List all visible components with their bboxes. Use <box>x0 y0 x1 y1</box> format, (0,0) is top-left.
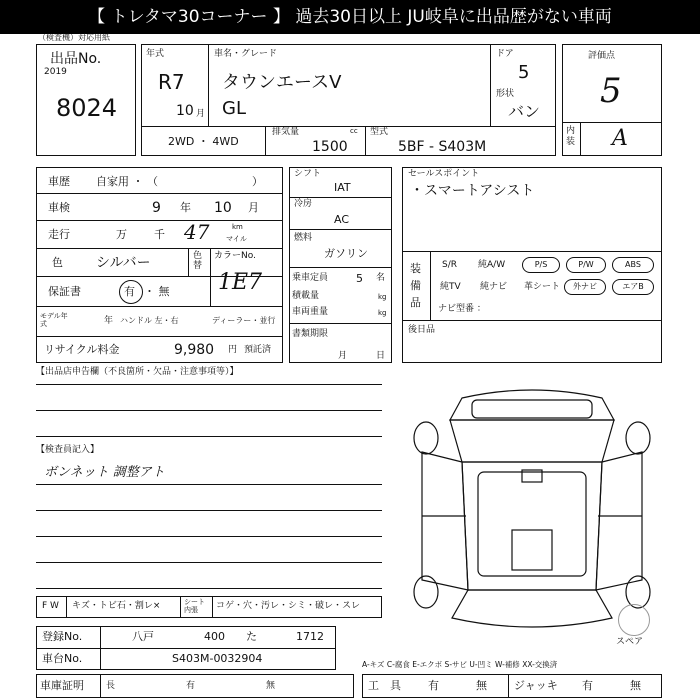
year-label: 年式 <box>146 49 165 59</box>
mileage-label: 走行 <box>48 228 70 241</box>
spare-tire-circle <box>618 604 650 636</box>
ac-label: 冷房 <box>294 199 313 209</box>
equip-abs: ABS <box>625 260 641 269</box>
color-no-hand: 1E7 <box>218 270 263 295</box>
tools-row <box>362 674 662 698</box>
load-unit: kg <box>378 293 387 301</box>
dealer-text: ディーラー・並行 <box>212 316 276 325</box>
equip-sr: S/R <box>442 260 457 270</box>
inspector-label: 【検査員記入】 <box>36 445 100 455</box>
handle-text: ハンドル 左・右 <box>120 316 179 325</box>
jack-label: ジャッキ <box>514 679 558 692</box>
spare-label: スペア <box>616 637 644 647</box>
inspection-month-unit: 月 <box>248 201 259 214</box>
warranty-yes: 有 <box>124 285 135 298</box>
model-code-label: 型式 <box>370 127 389 137</box>
history-label: 車歴 <box>48 175 70 188</box>
score-value: 5 <box>600 71 622 111</box>
fuel-value: ガソリン <box>324 247 368 260</box>
chassis-label: 車台No. <box>42 652 83 665</box>
after-label: 後日品 <box>408 325 436 335</box>
door-value: 5 <box>518 62 530 83</box>
fw-text: キズ・トビ石・割レ× <box>72 601 161 611</box>
interior-value: A <box>612 126 628 151</box>
recycle-label: リサイクル料金 <box>44 343 120 356</box>
cert-label: 車庫証明 <box>40 679 84 692</box>
inspection-year: 9 <box>152 200 161 216</box>
equip-ps-oval <box>522 257 560 273</box>
mileage-man: 万 <box>116 228 127 241</box>
model-code-value: 5BF - S403M <box>398 139 487 155</box>
equip-aw: 純A/W <box>478 260 506 270</box>
color-label: 色 <box>52 256 63 269</box>
jack-yes: 有 <box>582 679 593 692</box>
shift-label: シフト <box>294 169 322 179</box>
inspection-label: 車検 <box>48 201 70 214</box>
header-bar: 【 トレタマ30コーナー 】 過去30日以上 JU岐阜に出品歴がない車両 <box>0 0 700 34</box>
sales-label: セールスポイント <box>408 169 480 179</box>
ac-value: AC <box>334 213 350 226</box>
lot-sub: 2019 <box>44 67 67 77</box>
left-block <box>36 167 283 363</box>
recycle-value: 9,980 <box>174 342 215 358</box>
equip-airbag-oval <box>612 279 654 295</box>
equip-pw-oval <box>566 257 606 273</box>
shift-value: IAT <box>334 181 351 194</box>
score-label: 評価点 <box>588 51 616 61</box>
shape-label: 形状 <box>496 89 515 99</box>
history-value: 自家用 ・ （ <box>96 175 158 188</box>
seat-text: コゲ・穴・汚レ・シミ・破レ・スレ <box>216 601 361 611</box>
inspection-month: 10 <box>214 200 232 216</box>
equip-abs-oval <box>612 257 654 273</box>
tools-yes: 有 <box>428 679 439 692</box>
car-roof-front <box>450 390 614 420</box>
equip-navi: 純ナビ <box>480 282 508 292</box>
year-month-unit: 月 <box>196 109 206 119</box>
doc-unit2: 日 <box>376 351 386 361</box>
model-year-unit: 年 <box>104 316 114 326</box>
sales-text: ・スマートアシスト <box>410 183 535 199</box>
lot-label: 出品No. <box>50 51 102 67</box>
equip-tv: 純TV <box>440 282 461 292</box>
weight-label: 車両重量 <box>292 307 329 317</box>
equip-airbag: エアB <box>622 282 644 291</box>
notes-header: 【出品店申告欄（不良箇所・欠品・注意事項等）】 <box>36 367 239 377</box>
equip-ext-navi-oval <box>564 279 606 295</box>
color-change-label: 色替 <box>193 251 203 271</box>
color-value: シルバー <box>96 255 151 271</box>
color-no-label: カラーNo. <box>214 251 256 261</box>
tools-label: 工 具 <box>368 679 401 692</box>
interior-label: 内装 <box>566 126 576 147</box>
doc-label: 書類期限 <box>292 329 329 339</box>
reg-area: 八戸 <box>132 630 154 643</box>
load-label: 積載量 <box>292 291 320 301</box>
jack-no: 無 <box>630 679 641 692</box>
reg-class: 400 <box>204 630 225 643</box>
capacity-unit: 名 <box>376 273 386 283</box>
lot-number: 8024 <box>56 94 118 122</box>
mileage-hand: 47 <box>184 220 210 244</box>
fuel-label: 燃料 <box>294 233 313 243</box>
top-note: （検査機）対応用紙 <box>38 33 110 42</box>
warranty-no: ・ 無 <box>144 285 170 298</box>
name-label: 車名・グレード <box>214 49 278 59</box>
displacement-unit: cc <box>350 127 358 135</box>
equip-ext-navi: 外ナビ <box>573 282 597 291</box>
legend: A-キズ C-腐食 E-エクボ S-サビ U-凹ミ W-補修 XX-交換済 <box>362 660 558 669</box>
recycle-unit: 円 <box>228 345 238 355</box>
drive-text: 2WD ・ 4WD <box>168 135 239 148</box>
equipment-label: 装備品 <box>410 262 421 309</box>
reg-label: 登録No. <box>42 630 83 643</box>
model-name: タウンエースV <box>222 72 342 93</box>
car-diagram <box>402 380 662 642</box>
mileage-sen: 千 <box>154 228 165 241</box>
equip-leather: 革シート <box>524 282 561 292</box>
door-label: ドア <box>496 49 514 59</box>
inspector-note: ボンネット 調整アト <box>44 465 165 480</box>
mileage-unit-mile: マイル <box>226 235 247 243</box>
weight-unit: kg <box>378 309 387 317</box>
fw-label: F W <box>42 601 59 611</box>
shape-value: バン <box>508 102 541 121</box>
capacity-value: 5 <box>356 272 363 285</box>
doc-unit: 月 <box>338 351 348 361</box>
equip-ps: P/S <box>534 260 548 269</box>
reg-num: 1712 <box>296 630 324 643</box>
tools-no: 無 <box>476 679 487 692</box>
warranty-label: 保証書 <box>48 285 81 298</box>
displacement-label: 排気量 <box>272 127 300 137</box>
grade: GL <box>222 98 246 119</box>
cert-b: 有 <box>186 681 196 691</box>
equip-pw: P/W <box>578 260 594 269</box>
cert-c: 無 <box>266 681 276 691</box>
capacity-label: 乗車定員 <box>292 273 329 283</box>
seat-label: シート内張 <box>184 598 205 614</box>
history-close: ） <box>252 175 263 188</box>
displacement-value: 1500 <box>312 139 348 155</box>
navi-label: ナビ型番 ： <box>438 304 486 314</box>
chassis-value: S403M-0032904 <box>172 652 263 665</box>
mileage-unit-km: km <box>232 223 243 231</box>
reg-kana: た <box>246 630 257 643</box>
model-year-label: モデル年式 <box>40 312 68 328</box>
inspection-year-unit: 年 <box>180 201 191 214</box>
year-month: 10 <box>176 103 194 119</box>
year-era: R7 <box>158 70 185 94</box>
cert-a: 長 <box>106 681 116 691</box>
recycle-note: 預託済 <box>244 345 272 355</box>
